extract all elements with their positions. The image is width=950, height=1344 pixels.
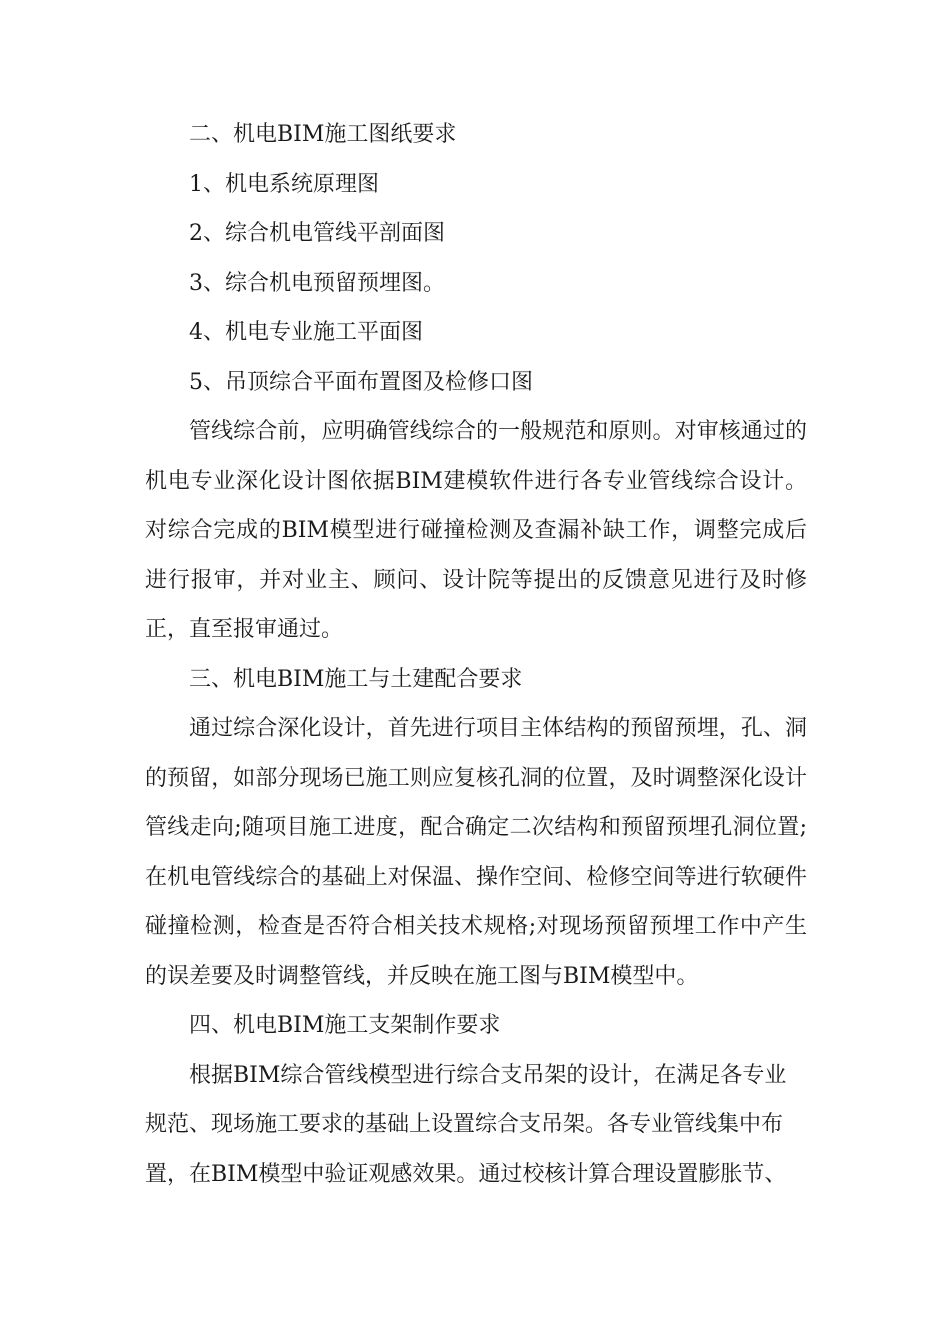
list-item-2: 2、综合机电管线平剖面图	[189, 221, 445, 246]
body-paragraph-support-fabrication: 根据BIM综合管线模型进行综合支吊架的设计，在满足各专业规范、现场施工要求的基础上设置综合支吊架。各专业管线集中布置，在BIM模型中验证观感效果。通过校核计算合理设置膨胀节、	[145, 1062, 787, 1187]
list-item-5: 5、吊顶综合平面布置图及检修口图	[189, 369, 533, 395]
section-heading-2: 二、机电BIM施工图纸要求	[189, 122, 457, 147]
section-heading-3: 三、机电BIM施工与土建配合要求	[189, 666, 523, 692]
body-paragraph-pipeline-integration: 管线综合前，应明确管线综合的一般规范和原则。对审核通过的机电专业深化设计图依据BIM建模软件进行各专业管线综合设计。对综合完成的BIM模型进行碰撞检测及查漏补缺工作，调整完成后进行报审，并对业主、顾问、设计院等提出的反馈意见进行及时修正，直至报审通过。	[145, 419, 807, 642]
list-item-3: 3、综合机电预留预埋图。	[189, 270, 445, 296]
list-item-4: 4、机电专业施工平面图	[189, 320, 423, 345]
section-heading-4: 四、机电BIM施工支架制作要求	[189, 1013, 501, 1038]
document-body	[145, 110, 807, 1199]
list-item-1: 1、机电系统原理图	[189, 171, 379, 197]
body-paragraph-civil-coordination: 通过综合深化设计，首先进行项目主体结构的预留预埋，孔、洞的预留，如部分现场已施工则应复核孔洞的位置，及时调整深化设计管线走向;随项目施工进度，配合确定二次结构和预留预埋孔洞位置;在机电管线综合的基础上对保温、操作空间、检修空间等进行软硬件碰撞检测，检查是否符合相关技术规格;对现场预留预埋工作中产生的误差要及时调整管线，并反映在施工图与BIM模型中。	[145, 716, 807, 989]
